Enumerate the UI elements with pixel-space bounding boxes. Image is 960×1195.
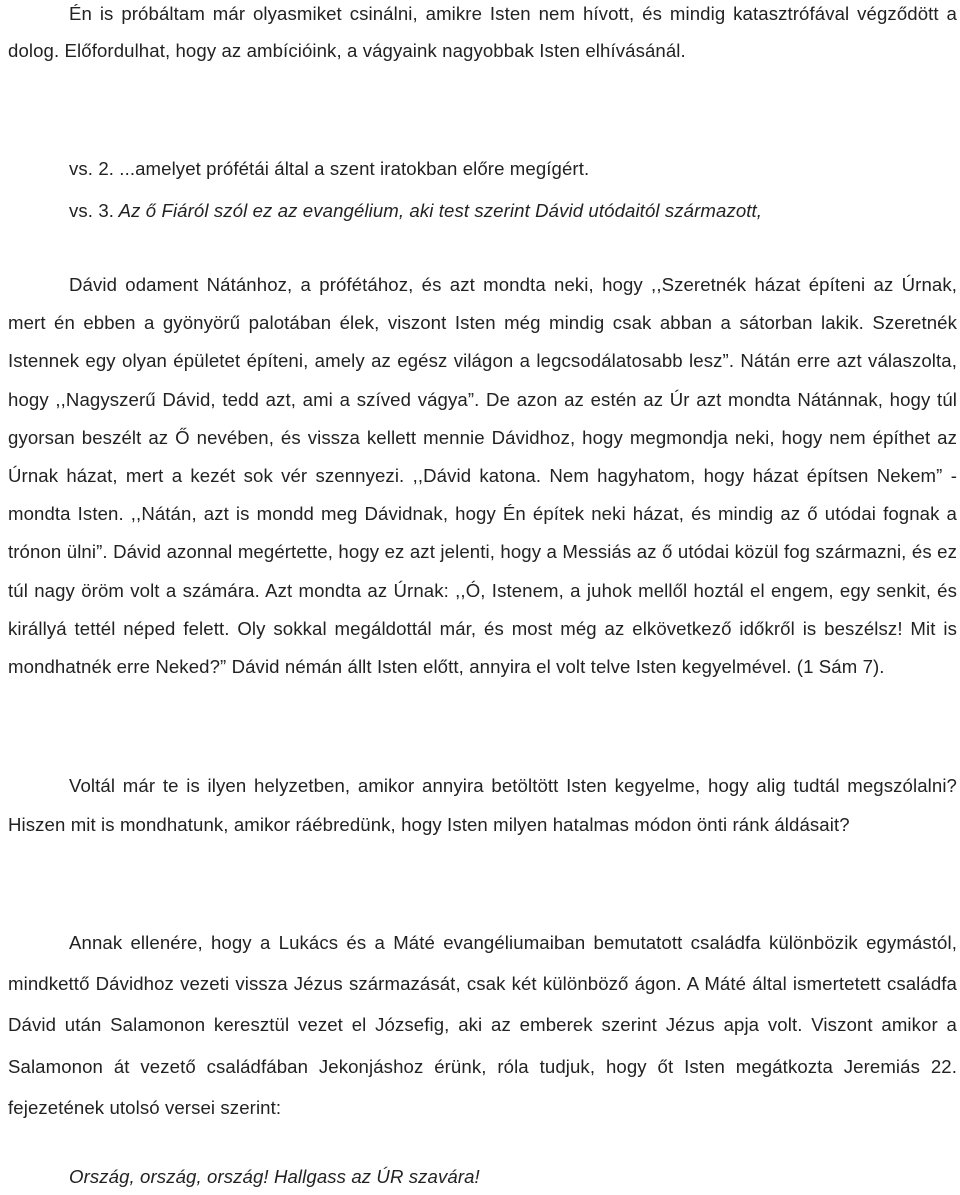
paragraph-ambition: Én is próbáltam már olyasmiket csinálni, amikre Isten nem hívott, és mindig katasztrófával végződött a dolog. Előfordulhat, hogy az ambícióink, a vágyaink nagyobbak Isten elhívásánál. xyxy=(8,3,957,61)
paragraph-genealogy: Annak ellenére, hogy a Lukács és a Máté evangéliumaiban bemutatott családfa különbözik egymástól, mindkettő Dávidhoz vezeti vissza Jézus származását, csak két különböző ágon. A Máté által ismertetett családfa Dávid után Salamonon keresztül vezet el Józsefig, aki az emberek szerint Jézus apja volt. Viszont amikor a Salamonon át vezető családfában Jekonjáshoz érünk, róla tudjuk, hogy őt Isten megátkozta Jeremiás 22. fejezetének utolsó versei szerint: xyxy=(8,932,957,1118)
verse-3-reference: vs. 3. xyxy=(69,200,115,221)
verse-3-text: Az ő Fiáról szól ez az evangélium, aki test szerint Dávid utódaitól származott, xyxy=(114,200,763,221)
verse-3-line xyxy=(69,192,762,229)
verse-2-line: vs. 2. ...amelyet prófétái által a szent iratokban előre megígért. xyxy=(69,158,590,179)
paragraph-grace-question: Voltál már te is ilyen helyzetben, amikor annyira betöltött Isten kegyelme, hogy alig tudtál megszólalni? Hiszen mit is mondhatunk, amikor ráébredünk, hogy Isten milyen hatalmas módon önti ránk áldásait? xyxy=(8,775,957,835)
quote-jeremiah: Ország, ország, ország! Hallgass az ÚR szavára! xyxy=(69,1166,480,1187)
paragraph-david-nathan: Dávid odament Nátánhoz, a prófétához, és azt mondta neki, hogy ,,Szeretnék házat építeni az Úrnak, mert én ebben a gyönyörű palotában élek, viszont Isten még mindig csak abban a sátorban lakik. Szeretnék Istennek egy olyan épületet építeni, amely az egész világon a legcsodálatosabb lesz”. Nátán erre azt válaszolta, hogy ,,Nagyszerű Dávid, tedd azt, ami a szíved vágya”. De azon az estén az Úr azt mondta Nátánnak, hogy túl gyorsan beszélt az Ő nevében, és vissza kellett mennie Dávidhoz, hogy megmondja neki, hogy nem építhet az Úrnak házat, mert a kezét sok vér szennyezi. ,,Dávid katona. Nem hagyhatom, hogy házat építsen Nekem” - mondta Isten. ,,Nátán, azt is mondd meg Dávidnak, hogy Én építek neki házat, és mindig az ő utódai fognak a trónon ülni”. Dávid azonnal megértette, hogy ez azt jelenti, hogy a Messiás az ő utódai közül fog származni, és ez túl nagy öröm volt a számára. Azt mondta az Úrnak: ,,Ó, Istenem, a juhok mellől hoztál el engem, egy senkit, és királlyá tettél néped felett. Oly sokkal megáldottál már, és most még az elkövetkező időkről is beszélsz! Mit is mondhatnék erre Neked?” Dávid némán állt Isten előtt, annyira el volt telve Isten kegyelmével. (1 Sám 7). xyxy=(8,274,957,678)
